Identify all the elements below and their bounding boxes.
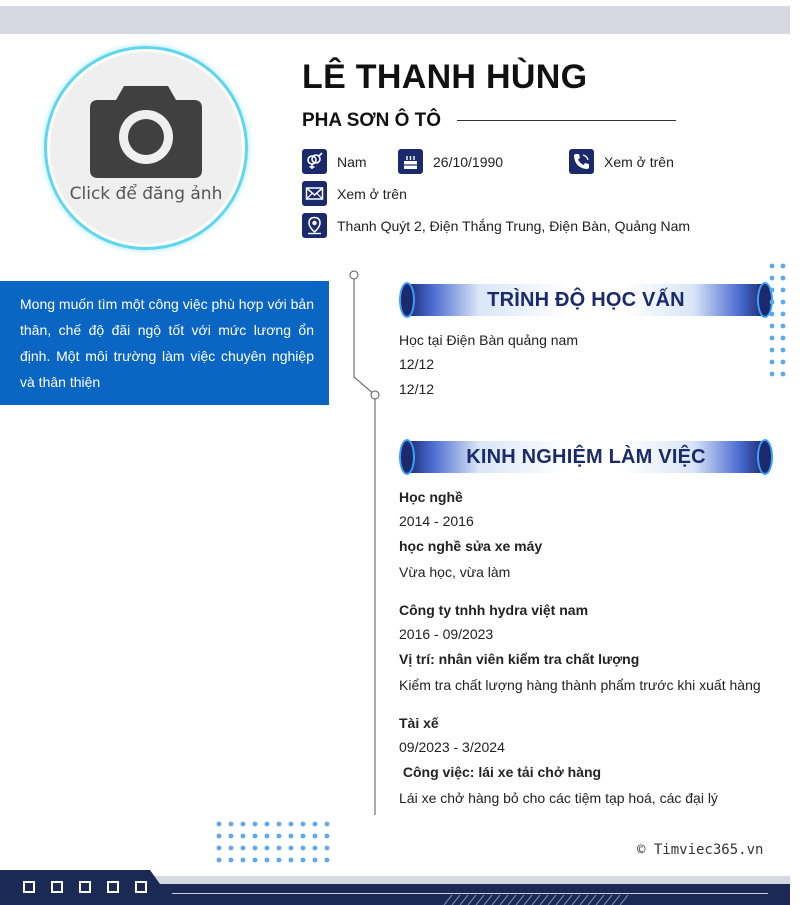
experience-description: Vừa học, vừa làm	[399, 564, 511, 580]
gender-row	[302, 149, 367, 174]
footer-square	[23, 881, 35, 893]
decorative-dots-bottom	[214, 820, 340, 864]
footer-square	[79, 881, 91, 893]
education-line: 12/12	[399, 381, 435, 397]
education-title: TRÌNH ĐỘ HỌC VẤN	[487, 289, 685, 311]
decorative-dots-right	[768, 262, 790, 386]
job-title-divider	[457, 120, 676, 121]
experience-period: 2016 - 09/2023	[399, 626, 494, 642]
experience-period: 09/2023 - 3/2024	[399, 739, 505, 755]
top-band	[0, 6, 790, 34]
footer-square	[135, 881, 147, 893]
experience-company: Tài xế	[399, 715, 439, 731]
candidate-name: LÊ THANH HÙNG	[302, 58, 588, 96]
education-line: Học tại Điện Bàn quảng nam	[399, 332, 578, 348]
education-header	[399, 282, 773, 318]
avatar-upload-label[interactable]: Click để đăng ảnh	[69, 184, 223, 204]
email-row	[302, 181, 407, 206]
birthday-cake-icon	[398, 149, 423, 174]
experience-role: Công việc: lái xe tải chở hàng	[399, 764, 602, 780]
experience-role: học nghề sửa xe máy	[399, 538, 543, 554]
job-title: PHA SƠN Ô TÔ	[302, 110, 442, 131]
experience-period: 2014 - 2016	[399, 513, 474, 529]
experience-role: Vị trí: nhân viên kiểm tra chất lượng	[399, 651, 640, 667]
experience-header	[399, 439, 773, 475]
gender-value: Nam	[337, 153, 367, 170]
birthday-row	[398, 149, 503, 174]
phone-value: Xem ở trên	[604, 153, 674, 170]
copyright: © Timviec365.vn	[637, 842, 764, 858]
footer-line	[172, 893, 768, 894]
experience-description: Lái xe chở hàng bỏ cho các tiệm tạp hoá, các đại lý	[399, 790, 718, 806]
footer-hatch	[440, 895, 640, 905]
location-icon	[302, 213, 327, 238]
phone-icon	[569, 149, 594, 174]
email-icon	[302, 181, 327, 206]
birthday-value: 26/10/1990	[433, 153, 504, 170]
experience-company: Công ty tnhh hydra việt nam	[399, 602, 589, 618]
timeline-line	[340, 265, 390, 820]
footer-square	[107, 881, 119, 893]
email-value: Xem ở trên	[337, 185, 407, 202]
career-objective: Mong muốn tìm một công việc phù hợp với bản thân, chế độ đãi ngộ tốt với mức lương ổn định. Một môi trường làm việc chuyên nghiệp và thân thiện	[0, 281, 329, 405]
address-row	[302, 213, 690, 238]
gender-icon	[302, 149, 327, 174]
experience-description: Kiểm tra chất lượng hàng thành phẩm trước khi xuất hàng	[399, 677, 761, 693]
camera-icon[interactable]	[90, 82, 202, 178]
phone-row	[569, 149, 674, 174]
education-line: 12/12	[399, 356, 435, 372]
experience-company: Học nghề	[399, 489, 463, 505]
address-value: Thanh Quýt 2, Điện Thắng Trung, Điện Bàn, Quảng Nam	[337, 217, 691, 234]
experience-title: KINH NGHIỆM LÀM VIỆC	[466, 446, 706, 468]
footer-square	[51, 881, 63, 893]
